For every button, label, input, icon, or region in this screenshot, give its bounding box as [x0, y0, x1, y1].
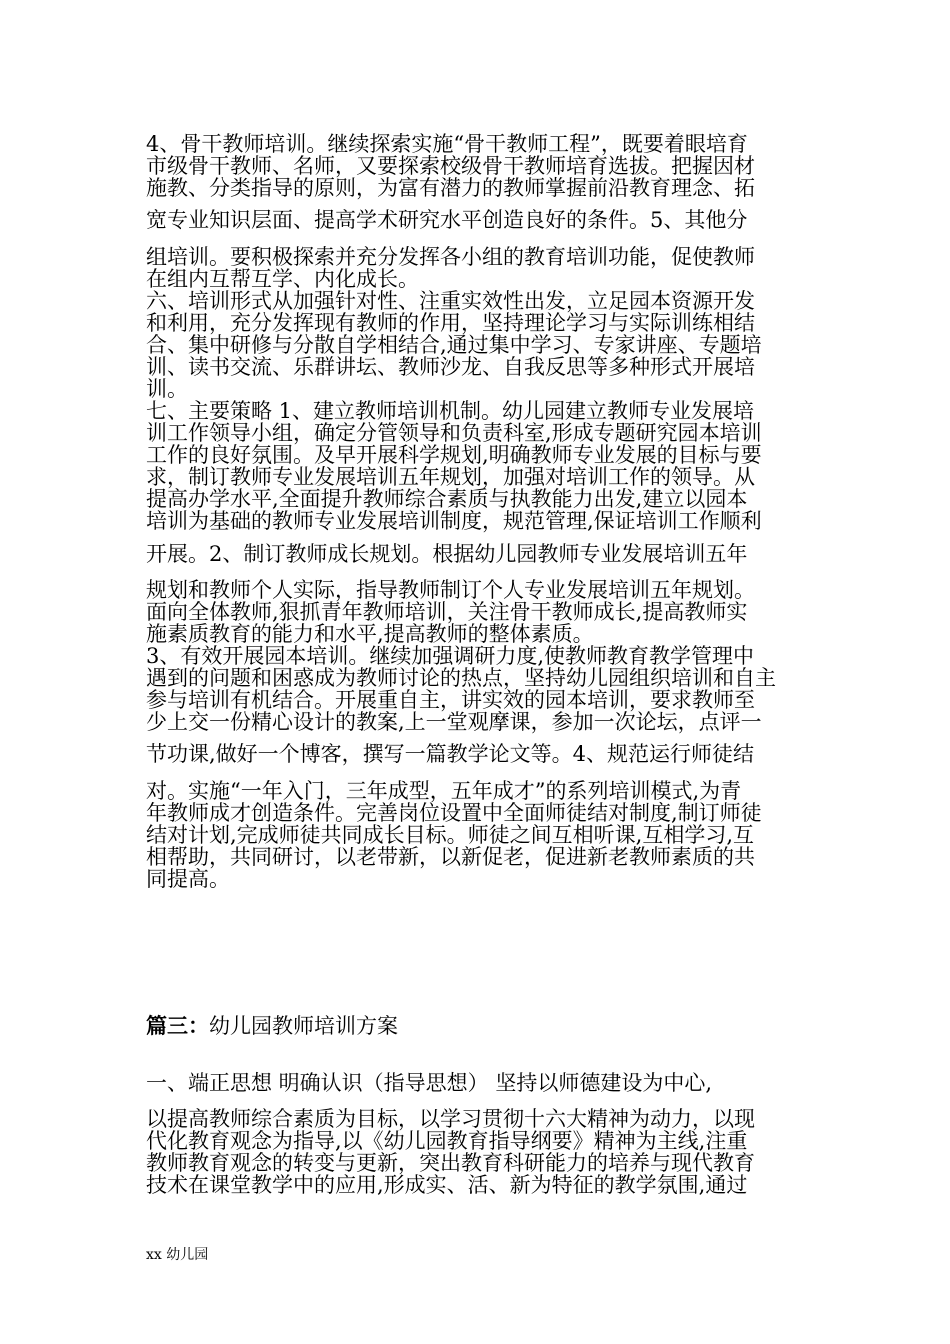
body-text-line: 施素质教育的能力和水平,提高教师的整体素质。 — [146, 622, 594, 646]
body-text-line: 节功课,做好一个博客，撰写一篇教学论文等。4、规范运行师徒结 — [146, 742, 755, 766]
section-text-line: 一、端正思想 明确认识（指导思想） 坚持以师德建设为中心, — [146, 1071, 713, 1095]
body-text-line: 合、集中研修与分散自学相结合,通过集中学习、专家讲座、专题培 — [146, 333, 762, 357]
section-text-line: 技术在课堂教学中的应用,形成实、活、新为特征的教学氛围,通过 — [146, 1173, 748, 1197]
section-heading-label: 篇三： — [146, 1014, 209, 1038]
body-text-line: 施教、分类指导的原则，为富有潜力的教师掌握前沿教育理念、拓 — [146, 176, 755, 200]
body-text-line: 结对计划,完成师徒共同成长目标。师徒之间互相听课,互相学习,互 — [146, 823, 755, 847]
body-text-line: 参与培训有机结合。开展重自主，讲实效的园本培训，要求教师至 — [146, 688, 755, 712]
body-text-line: 年教师成才创造条件。完善岗位设置中全面师徒结对制度,制订师徒 — [146, 801, 762, 825]
body-text-line: 工作的良好氛围。及早开展科学规划,明确教师专业发展的目标与要 — [146, 443, 762, 467]
body-text-line: 组培训。要积极探索并充分发挥各小组的教育培训功能，促使教师 — [146, 245, 755, 269]
body-text-line: 市级骨干教师、名师，又要探索校级骨干教师培育选拔。把握因材 — [146, 154, 755, 178]
body-text-line: 培训为基础的教师专业发展培训制度，规范管理,保证培训工作顺利 — [146, 509, 762, 533]
body-text-line: 少上交一份精心设计的教案,上一堂观摩课，参加一次论坛，点评一 — [146, 710, 762, 734]
body-text-line: 面向全体教师,狠抓青年教师培训，关注骨干教师成长,提高教师实 — [146, 600, 748, 624]
section-text-line: 代化教育观念为指导,以《幼儿园教育指导纲要》精神为主线,注重 — [146, 1129, 748, 1153]
body-text-line: 训工作领导小组，确定分管领导和负责科室,形成专题研究园本培训 — [146, 421, 762, 445]
body-text-line: 和利用，充分发挥现有教师的作用，坚持理论学习与实际训练相结 — [146, 311, 755, 335]
body-text-line: 相帮助，共同研讨，以老带新，以新促老，促进新老教师素质的共 — [146, 845, 755, 869]
body-text-line: 提高办学水平,全面提升教师综合素质与执教能力出发,建立以园本 — [146, 487, 748, 511]
body-text-line: 对。实施“一年入门，三年成型，五年成才”的系列培训模式,为青 — [146, 779, 742, 803]
body-text-line: 同提高。 — [146, 867, 230, 891]
body-text-line: 宽专业知识层面、提高学术研究水平创造良好的条件。5、其他分 — [146, 208, 748, 232]
body-text-line: 在组内互帮互学、内化成长。 — [146, 267, 419, 291]
body-text-line: 六、培训形式从加强针对性、注重实效性出发，立足园本资源开发 — [146, 289, 755, 313]
section-text-line: 教师教育观念的转变与更新，突出教育科研能力的培养与现代教育 — [146, 1151, 755, 1175]
section-heading-title: 幼儿园教师培训方案 — [209, 1014, 398, 1038]
body-text-line: 训。 — [146, 377, 188, 401]
section-text-line: 以提高教师综合素质为目标，以学习贯彻十六大精神为动力，以现 — [146, 1107, 755, 1131]
body-text-line: 求，制订教师专业发展培训五年规划，加强对培训工作的领导。从 — [146, 465, 755, 489]
body-text-line: 规划和教师个人实际，指导教师制订个人专业发展培训五年规划。 — [146, 578, 755, 602]
body-text-line: 训、读书交流、乐群讲坛、教师沙龙、自我反思等多种形式开展培 — [146, 355, 755, 379]
body-text-line: 开展。2、制订教师成长规划。根据幼儿园教师专业发展培训五年 — [146, 542, 748, 566]
page-footer: xx 幼儿园 — [146, 1247, 209, 1263]
body-text-line: 3、有效开展园本培训。继续加强调研力度,使教师教育教学管理中 — [146, 644, 755, 668]
body-text-line: 七、主要策略 1、建立教师培训机制。幼儿园建立教师专业发展培 — [146, 399, 755, 423]
body-text-line: 遇到的问题和困惑成为教师讨论的热点，坚持幼儿园组织培训和自主 — [146, 666, 776, 690]
body-text-line: 4、骨干教师培训。继续探索实施“骨干教师工程”，既要着眼培育 — [146, 132, 748, 156]
section-heading — [146, 1014, 826, 1038]
